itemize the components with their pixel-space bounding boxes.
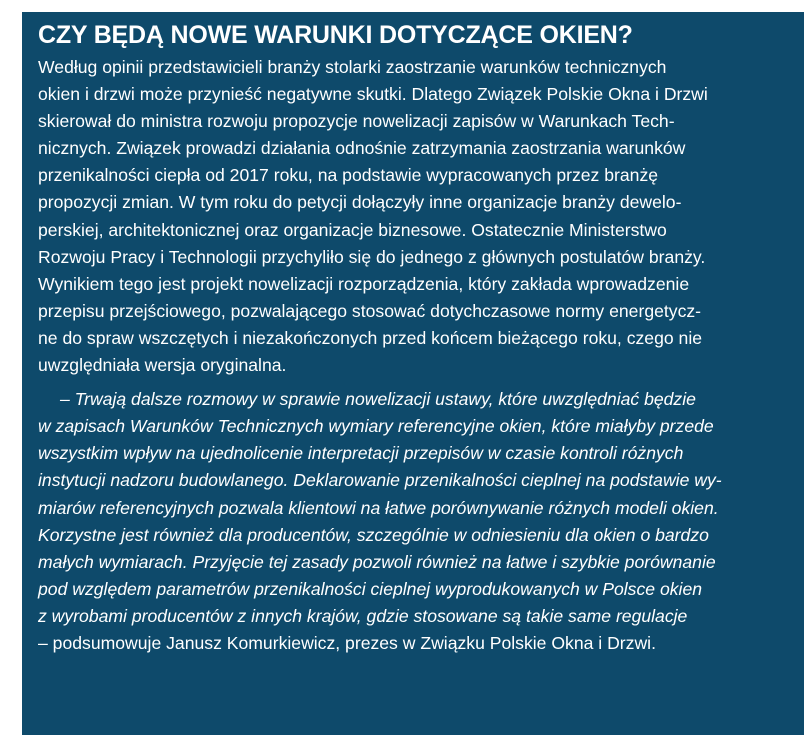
quote-line: wszystkim wpływ na ujednolicenie interpretacji przepisów w czasie kontroli różnych: [38, 443, 684, 464]
quote-paragraph: [38, 386, 794, 657]
body-line: uwzględniała wersja oryginalna.: [38, 355, 287, 376]
body-line: perskiej, architektonicznej oraz organizacje biznesowe. Ostatecznie Ministerstwo: [38, 219, 667, 240]
quote-line: małych wymiarach. Przyjęcie tej zasady pozwoli również na łatwe i szybkie porównanie: [38, 551, 716, 572]
quote-line: – Trwają dalsze rozmowy w sprawie nowelizacji ustawy, które uwzględniać będzie: [60, 389, 696, 410]
body-line: Według opinii przedstawicieli branży stolarki zaostrzanie warunków technicznych: [38, 57, 667, 77]
body-line: ne do spraw wszczętych i niezakończonych przed końcem bieżącego roku, czego nie: [38, 327, 703, 348]
quote-line: miarów referencyjnych pozwala klientowi na łatwe porównywanie różnych modeli okien.: [38, 497, 719, 518]
body-line: przepisu przejściowego, pozwalającego stosować dotychczasowe normy energetycz-: [38, 300, 702, 321]
body-line: Rozwoju Pracy i Technologii przychyliło się do jednego z głównych postulatów branży.: [38, 246, 706, 267]
quote-line: Korzystne jest również dla producentów, szczególnie w odniesieniu dla okien o bardzo: [38, 524, 709, 545]
quote-line: z wyrobami producentów z innych krajów, gdzie stosowane są takie same regulacje: [38, 605, 688, 626]
body-line: okien i drzwi może przynieść negatywne skutki. Dlatego Związek Polskie Okna i Drzwi: [38, 84, 708, 105]
body-paragraph: [38, 54, 794, 379]
body-line: Wynikiem tego jest projekt nowelizacji rozporządzenia, który zakłada wprowadzenie: [38, 273, 690, 294]
body-line: skierował do ministra rozwoju propozycje nowelizacji zapisów w Warunkach Tech-: [38, 111, 675, 132]
attribution-line: – podsumowuje Janusz Komurkiewicz, prezes w Związku Polskie Okna i Drzwi.: [38, 632, 656, 653]
headline: CZY BĘDĄ NOWE WARUNKI DOTYCZĄCE OKIEN?: [38, 21, 633, 49]
quote-line: instytucji nadzoru budowlanego. Deklarowanie przenikalności cieplnej na podstawie wy-: [38, 470, 722, 491]
sidebar-box: [22, 12, 804, 735]
body-line: propozycji zmian. W tym roku do petycji dołączyły inne organizacje branży dewelo-: [38, 192, 682, 213]
body-line: nicznych. Związek prowadzi działania odnośnie zatrzymania zaostrzania warunków: [38, 138, 686, 159]
quote-line: pod względem parametrów przenikalności cieplnej wyprodukowanych w Polsce okien: [38, 578, 703, 599]
body-line: przenikalności ciepła od 2017 roku, na podstawie wypracowanych przez branżę: [38, 165, 659, 186]
quote-line: w zapisach Warunków Technicznych wymiary referencyjne okien, które miałyby przede: [38, 416, 714, 437]
